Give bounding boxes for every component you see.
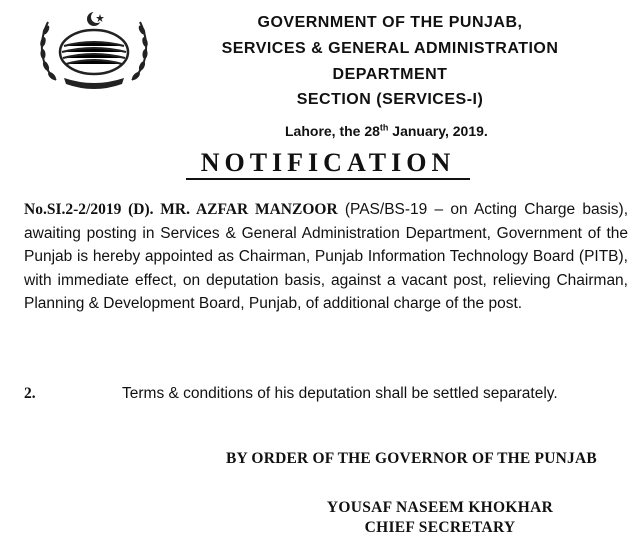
paragraph-1-body: (PAS/BS-19 – on Acting Charge basis), awaiting posting in Services & General Administration Department, Government of the Punjab is hereby appointed as Chairman, Punjab Information Technology Board (PITB), with immediate effect, on deputation basis, against a vacant post, relieving Chairman, Planning & Development Board, Punjab, of additional charge of the post. <box>24 201 628 313</box>
header-government: GOVERNMENT OF THE PUNJAB, <box>257 14 523 31</box>
paragraph-2-number: 2. <box>24 385 36 402</box>
punjab-government-emblem-icon <box>34 8 154 92</box>
signatory-name: YOUSAF NASEEM KHOKHAR <box>326 499 554 516</box>
notification-reference: No.SI.2-2/2019 (D). MR. AZFAR MANZOOR <box>24 201 338 218</box>
header-department: SERVICES & GENERAL ADMINISTRATION <box>221 40 559 57</box>
header-department-cont: DEPARTMENT <box>332 66 448 83</box>
header-section: SECTION (SERVICES-I) <box>296 91 484 108</box>
signatory-title: CHIEF SECRETARY <box>364 519 516 536</box>
notification-title: NOTIFICATION <box>186 148 470 180</box>
order-line: BY ORDER OF THE GOVERNOR OF THE PUNJAB <box>226 450 597 467</box>
paragraph-2-text: Terms & conditions of his deputation shall be settled separately. <box>122 385 558 402</box>
notification-paragraph-1 <box>24 198 628 316</box>
issue-date: Lahore, the 28th January, 2019. <box>285 122 488 139</box>
